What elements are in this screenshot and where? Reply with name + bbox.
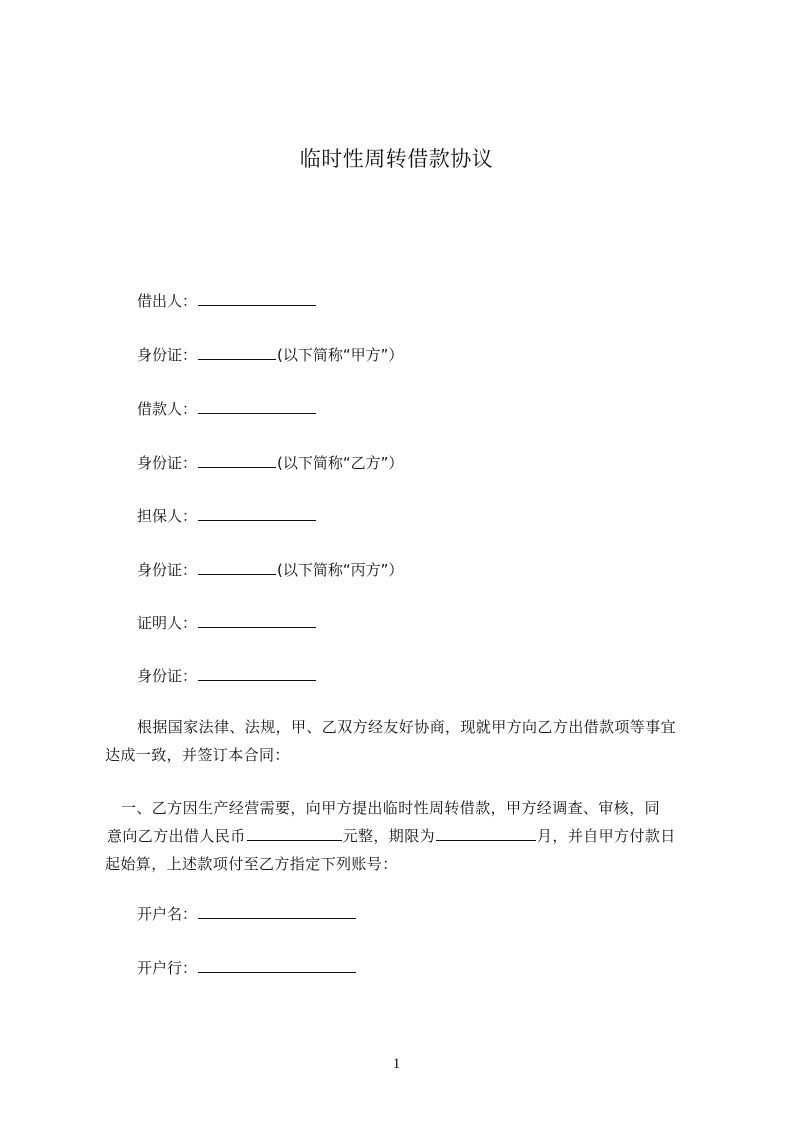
clause1-line-2 — [107, 822, 676, 850]
lender-id-blank[interactable] — [198, 345, 276, 360]
account-bank-line — [137, 958, 357, 978]
clause1-line-1: 一、乙方因生产经营需要，向甲方提出临时性周转借款，甲方经调查、审核，同 — [121, 799, 661, 817]
lender-id-label: 身份证： — [137, 346, 198, 364]
witness-blank[interactable] — [198, 613, 316, 628]
account-name-label: 开户名： — [137, 905, 198, 923]
borrower-id-line — [137, 453, 403, 473]
borrower-alias: (以下简称“乙方”） — [277, 454, 404, 472]
guarantor-id-line — [137, 560, 403, 580]
intro-line-2: 达成一致，并签订本合同： — [105, 746, 290, 764]
borrower-id-blank[interactable] — [198, 453, 276, 468]
witness-line — [137, 613, 317, 633]
borrower-line — [137, 399, 317, 419]
clause1-text-c: 月，并自甲方付款日 — [537, 827, 676, 845]
guarantor-label: 担保人： — [137, 507, 198, 525]
account-name-blank[interactable] — [198, 904, 356, 919]
account-name-line — [137, 904, 357, 924]
clause1-text-b: 元整，期限为 — [342, 827, 436, 845]
clause1-text-a: 意向乙方出借人民币 — [107, 827, 246, 845]
clause1-line-3: 起始算，上述款项付至乙方指定下列账号： — [105, 855, 398, 873]
account-bank-label: 开户行： — [137, 959, 198, 977]
witness-id-line — [137, 666, 317, 686]
witness-id-label: 身份证： — [137, 667, 198, 685]
guarantor-line — [137, 506, 317, 526]
borrower-blank[interactable] — [198, 399, 316, 414]
lender-line — [137, 291, 317, 311]
guarantor-id-label: 身份证： — [137, 561, 198, 579]
borrower-label: 借款人： — [137, 400, 198, 418]
loan-term-blank[interactable] — [436, 826, 536, 841]
lender-id-line — [137, 345, 403, 365]
account-bank-blank[interactable] — [198, 958, 356, 973]
guarantor-id-blank[interactable] — [198, 560, 276, 575]
lender-alias: (以下简称“甲方”） — [277, 346, 404, 364]
document-title: 临时性周转借款协议 — [299, 147, 494, 171]
lender-blank[interactable] — [198, 291, 316, 306]
borrower-id-label: 身份证： — [137, 454, 198, 472]
page-number: 1 — [392, 1056, 401, 1072]
guarantor-blank[interactable] — [198, 506, 316, 521]
lender-label: 借出人： — [137, 292, 198, 310]
loan-amount-blank[interactable] — [247, 826, 342, 841]
intro-line-1: 根据国家法律、法规，甲、乙双方经友好协商，现就甲方向乙方出借款项等事宜 — [137, 718, 677, 736]
witness-id-blank[interactable] — [198, 666, 316, 681]
witness-label: 证明人： — [137, 614, 198, 632]
guarantor-alias: (以下简称“丙方”） — [277, 561, 404, 579]
